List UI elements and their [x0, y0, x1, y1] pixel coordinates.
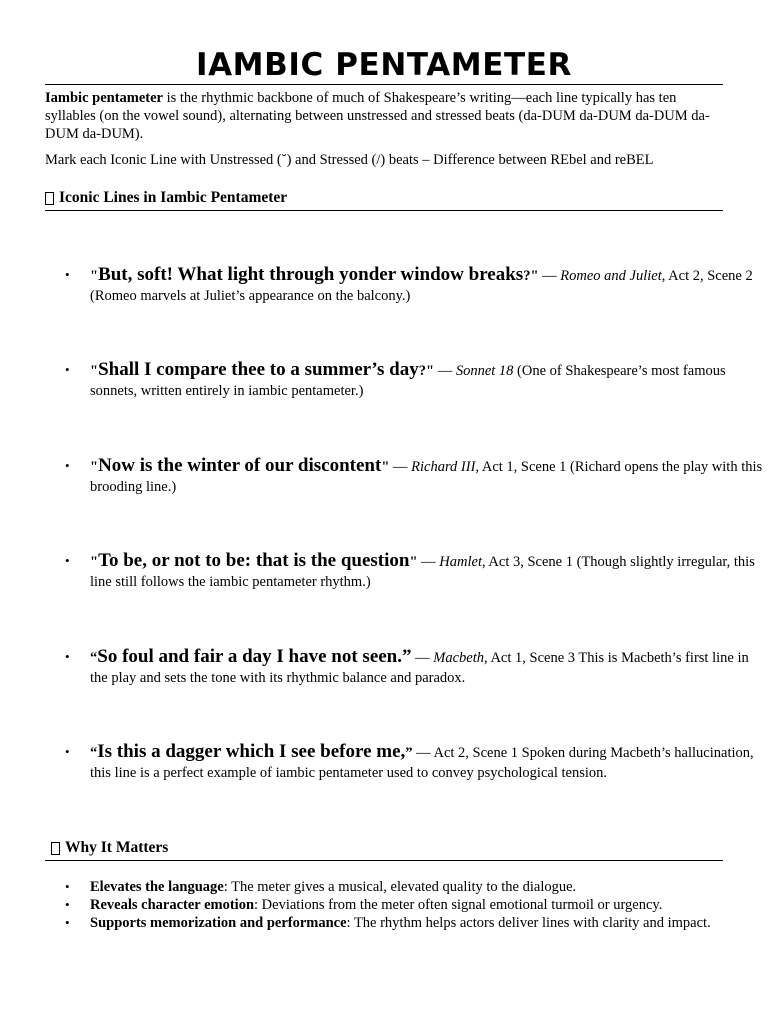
quote-open: " — [90, 363, 99, 379]
quote-text: So foul and fair a day I have not seen.” — [97, 646, 412, 667]
dash: — — [434, 363, 456, 379]
list-item — [45, 878, 723, 896]
section-heading-label: Iconic Lines in Iambic Pentameter — [59, 189, 288, 206]
source-title: Macbeth — [433, 650, 484, 666]
section-heading-label: Why It Matters — [65, 839, 169, 856]
bullet: • — [65, 362, 70, 377]
instruction-text: Mark each Iconic Line with Unstressed (˘) and Stressed (/) beats – Difference between REbel and reBEL — [45, 152, 654, 168]
item-text: : The meter gives a musical, elevated quality to the dialogue. — [223, 879, 577, 895]
quote-close: ?" — [418, 363, 435, 379]
line-note: (One of Shakespeare’s most famous sonnets, written entirely in iambic pentameter.) — [90, 363, 726, 399]
list-item — [45, 914, 723, 932]
bullet: • — [65, 879, 70, 894]
page-title: IAMBIC PENTAMETER — [195, 47, 573, 83]
quote-close: " — [381, 459, 390, 475]
quote-open: " — [90, 554, 99, 570]
line-note: Act 2, Scene 1 Spoken during Macbeth’s hallucination, this line is a perfect example of iambic pentameter used to convey psychological tension. — [90, 745, 754, 781]
source-title: Romeo and Juliet — [560, 268, 662, 284]
bullet: • — [65, 915, 70, 930]
list-item — [45, 896, 723, 914]
quote-close: ” — [405, 745, 413, 761]
intro-term: Iambic pentameter — [45, 90, 163, 106]
bullet: • — [65, 267, 70, 282]
intro-paragraph — [45, 89, 723, 143]
title-divider — [45, 84, 723, 85]
document-page — [45, 0, 763, 931]
quote-text: Now is the winter of our discontent — [98, 455, 382, 476]
list-item — [45, 647, 768, 688]
source-title: Hamlet — [439, 554, 482, 570]
list-item — [45, 551, 768, 592]
quote-text: Is this a dagger which I see before me, — [97, 741, 406, 762]
intro-text: is the rhythmic backbone of much of Shakespeare’s writing—each line typically has ten syllables (on the vowel sound), alternating between unstressed and stressed beats (da-DUM da-DUM da-DUM da-DUM da-DUM). — [45, 90, 710, 142]
quote-text: Shall I compare thee to a summer’s day — [98, 359, 419, 380]
list-item — [45, 265, 768, 306]
line-note: , Act 3, Scene 1 (Though slightly irregular, this line still follows the iambic pentameter rhythm.) — [90, 554, 755, 590]
bullet: • — [65, 458, 70, 473]
bullet: • — [65, 897, 70, 912]
section-heading-why-it-matters — [45, 839, 723, 861]
quote-open: “ — [90, 745, 98, 761]
item-term: Reveals character emotion — [90, 897, 255, 913]
dash: — — [412, 745, 434, 761]
list-item — [45, 360, 768, 401]
section-divider — [45, 210, 723, 211]
book-icon — [45, 192, 54, 205]
source-title: Richard III — [411, 459, 476, 475]
dash: — — [389, 459, 412, 475]
pin-icon — [51, 842, 60, 855]
line-note: , Act 1, Scene 3 This is Macbeth’s first line in the play and sets the tone with its rhythmic balance and paradox. — [90, 650, 749, 686]
quote-open: " — [90, 459, 99, 475]
quote-open: “ — [90, 650, 98, 666]
source-title: Sonnet 18 — [455, 363, 514, 379]
quote-text: But, soft! What light through yonder window breaks — [98, 264, 524, 285]
list-item — [45, 742, 768, 783]
item-text: : The rhythm helps actors deliver lines with clarity and impact. — [346, 915, 711, 931]
bullet: • — [65, 553, 70, 568]
list-item — [45, 456, 768, 497]
quote-open: " — [90, 268, 99, 284]
quote-close: ?" — [523, 268, 539, 284]
item-term: Elevates the language — [90, 879, 224, 895]
bullet: • — [65, 649, 70, 664]
dash: — — [417, 554, 440, 570]
line-note: , Act 1, Scene 1 (Richard opens the play with this brooding line.) — [90, 459, 763, 495]
item-term: Supports memorization and performance — [90, 915, 347, 931]
why-it-matters-list — [45, 878, 723, 932]
item-text: : Deviations from the meter often signal emotional turmoil or urgency. — [254, 897, 663, 913]
section-heading-iconic-lines — [45, 189, 723, 210]
dash: — — [411, 650, 434, 666]
quote-text: To be, or not to be: that is the question — [98, 550, 410, 571]
dash: — — [538, 268, 561, 284]
quote-close: " — [409, 554, 418, 570]
bullet: • — [65, 744, 70, 759]
line-note: , Act 2, Scene 2 (Romeo marvels at Juliet’s appearance on the balcony.) — [90, 268, 753, 304]
